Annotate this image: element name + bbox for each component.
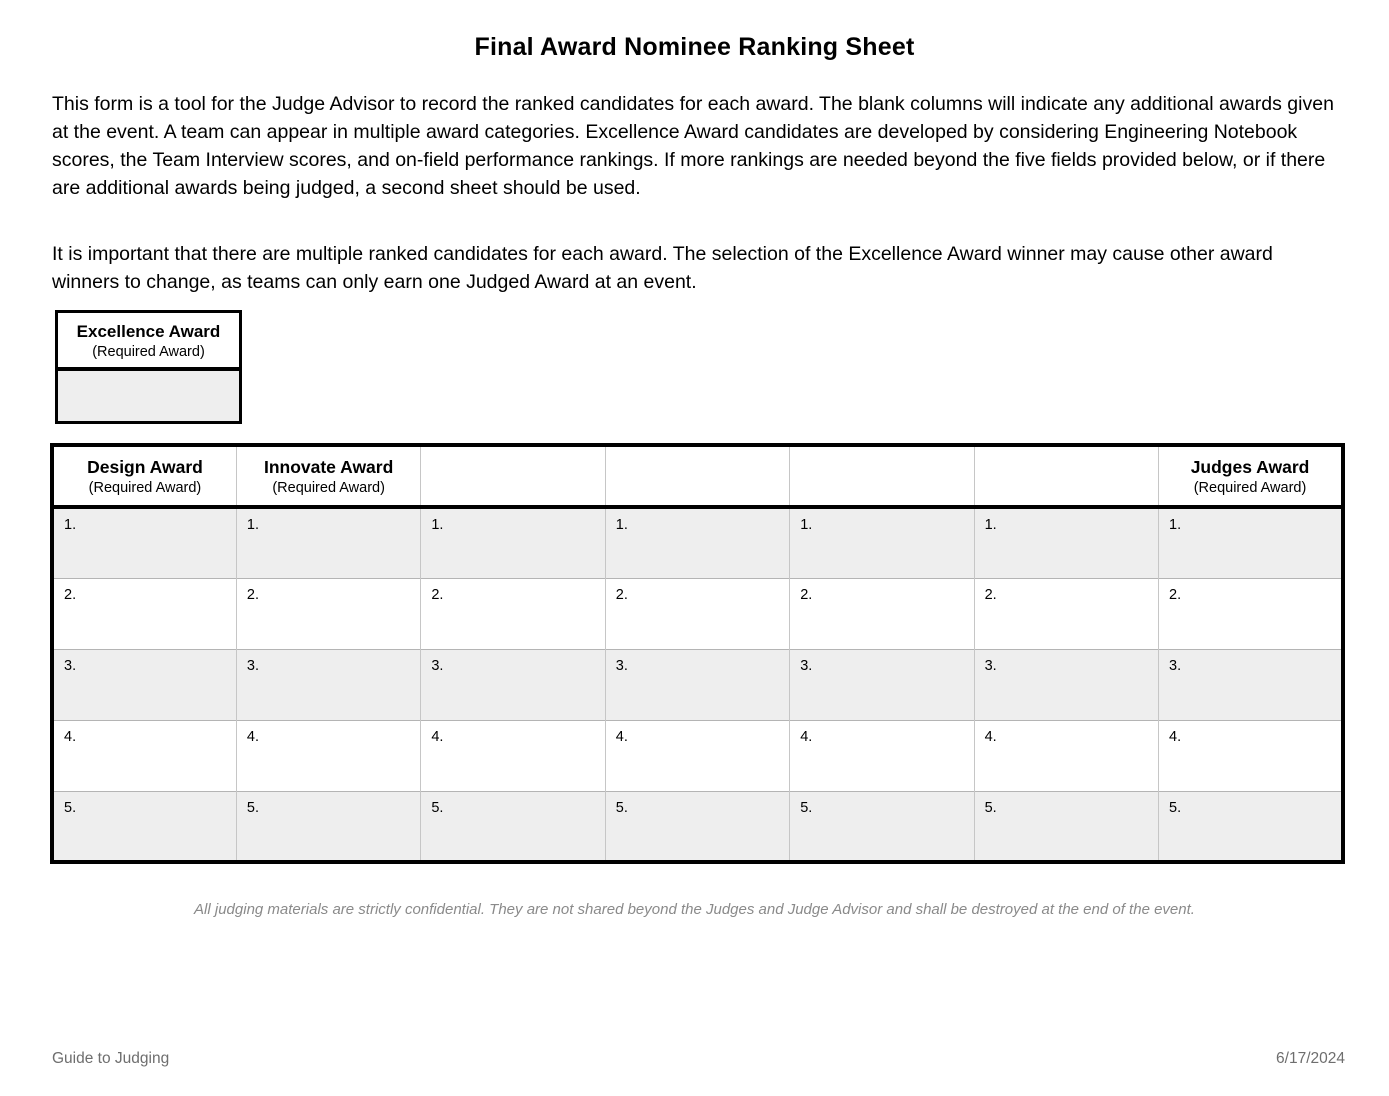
rank-cell (1159, 649, 1343, 720)
rank-number: 5. (615, 799, 628, 816)
excellence-award-value-cell (58, 371, 239, 421)
rank-cell (1159, 720, 1343, 791)
rank-number: 1. (800, 517, 813, 533)
rank-number: 5. (431, 799, 444, 816)
rank-cell (1159, 791, 1343, 862)
column-header-blank-3 (790, 445, 974, 507)
rank-number: 3. (431, 657, 444, 674)
rank-cell (421, 720, 605, 791)
rank-cell (974, 720, 1158, 791)
rank-cell (236, 791, 420, 862)
rank-cell (1159, 507, 1343, 578)
column-subtitle: (Required Award) (1193, 479, 1307, 496)
intro-paragraph: This form is a tool for the Judge Advisor to record the ranked candidates for each award. The blank columns will indicate any additional awards given at the event. A team can appear in multiple award categories. Excellence Award candidates are developed by considering Engineering Notebook scores, the Team Interview scores, and on-field performance rankings. If more rankings are needed beyond the five fields provided below, or if there are additional awards being judged, a second sheet should be used. (52, 93, 1334, 199)
ranking-table-header-row (52, 445, 1343, 507)
rank-cell (421, 649, 605, 720)
rank-number: 2. (984, 586, 997, 603)
rank-number: 5. (64, 799, 77, 816)
rank-number: 2. (615, 586, 628, 603)
rank-cell (236, 578, 420, 649)
rank-cell (605, 720, 789, 791)
rank-number: 2. (1169, 586, 1182, 603)
excellence-award-box (55, 310, 242, 424)
column-subtitle: (Required Award) (88, 479, 202, 496)
rank-number: 4. (431, 728, 444, 745)
footer-date: 6/17/2024 (1276, 1050, 1345, 1067)
rank-number: 3. (246, 657, 260, 674)
rank-number: 5. (246, 799, 260, 816)
rank-cell (974, 507, 1158, 578)
rank-number: 3. (984, 657, 997, 674)
rank-row-5 (52, 791, 1343, 862)
rank-cell (790, 649, 974, 720)
column-subtitle: (Required Award) (272, 479, 385, 496)
rank-cell (421, 578, 605, 649)
rank-number: 1. (64, 517, 77, 533)
rank-row-1 (52, 507, 1343, 578)
column-title: Design Award (87, 456, 203, 477)
rank-number: 4. (984, 728, 997, 745)
rank-number: 2. (800, 586, 813, 603)
rank-cell (236, 507, 420, 578)
rank-cell (52, 791, 236, 862)
rank-cell (421, 507, 605, 578)
rank-number: 4. (246, 728, 260, 745)
rank-cell (605, 791, 789, 862)
column-header-blank-1 (421, 445, 605, 507)
rank-cell (605, 507, 789, 578)
rank-number: 2. (246, 586, 260, 603)
column-header-blank-2 (605, 445, 789, 507)
rank-number: 4. (800, 728, 813, 745)
rank-number: 4. (615, 728, 628, 745)
rank-cell (52, 578, 236, 649)
page-footer (52, 1050, 1345, 1068)
rank-number: 3. (800, 657, 813, 674)
rank-cell (790, 507, 974, 578)
rank-cell (790, 720, 974, 791)
rank-cell (790, 791, 974, 862)
rank-cell (52, 720, 236, 791)
column-title: Judges Award (1190, 456, 1310, 477)
confidential-note: All judging materials are strictly confidential. They are not shared beyond the Judges and Judge Advisor and shall be destroyed at the end of the event. (194, 901, 1195, 918)
rank-number: 1. (431, 517, 444, 533)
rank-number: 4. (1169, 728, 1182, 745)
rank-number: 5. (984, 799, 997, 816)
rank-cell (790, 578, 974, 649)
rank-row-3 (52, 649, 1343, 720)
column-title: Innovate Award (263, 456, 394, 477)
ranking-table (50, 443, 1345, 864)
rank-number: 3. (64, 657, 77, 674)
rank-row-2 (52, 578, 1343, 649)
rank-number: 5. (800, 799, 813, 816)
column-header-blank-4 (974, 445, 1158, 507)
rank-cell (421, 791, 605, 862)
rank-number: 1. (1169, 517, 1182, 533)
rank-cell (236, 720, 420, 791)
rank-cell (52, 507, 236, 578)
importance-paragraph: It is important that there are multiple ranked candidates for each award. The selection of the Excellence Award winner may cause other award winners to change, as teams can only earn one Judged Award at an event. (52, 243, 1273, 293)
rank-cell (236, 649, 420, 720)
page-title: Final Award Nominee Ranking Sheet (474, 33, 915, 61)
rank-cell (52, 649, 236, 720)
column-header-design-award (52, 445, 236, 507)
rank-cell (605, 649, 789, 720)
rank-cell (974, 578, 1158, 649)
excellence-award-subtitle: (Required Award) (92, 344, 205, 360)
rank-number: 3. (615, 657, 628, 674)
rank-row-4 (52, 720, 1343, 791)
rank-number: 2. (64, 586, 77, 603)
rank-number: 3. (1169, 657, 1182, 674)
rank-cell (605, 578, 789, 649)
rank-number: 1. (615, 517, 628, 533)
rank-number: 4. (64, 728, 77, 745)
column-header-innovate-award (236, 445, 420, 507)
footer-document-name: Guide to Judging (52, 1050, 170, 1067)
excellence-award-header (58, 313, 239, 371)
excellence-award-title: Excellence Award (76, 322, 221, 341)
rank-cell (1159, 578, 1343, 649)
rank-number: 1. (984, 517, 997, 533)
rank-cell (974, 791, 1158, 862)
rank-number: 2. (431, 586, 444, 603)
column-header-judges-award (1159, 445, 1343, 507)
rank-cell (974, 649, 1158, 720)
rank-number: 5. (1169, 799, 1182, 816)
rank-number: 1. (246, 517, 260, 533)
